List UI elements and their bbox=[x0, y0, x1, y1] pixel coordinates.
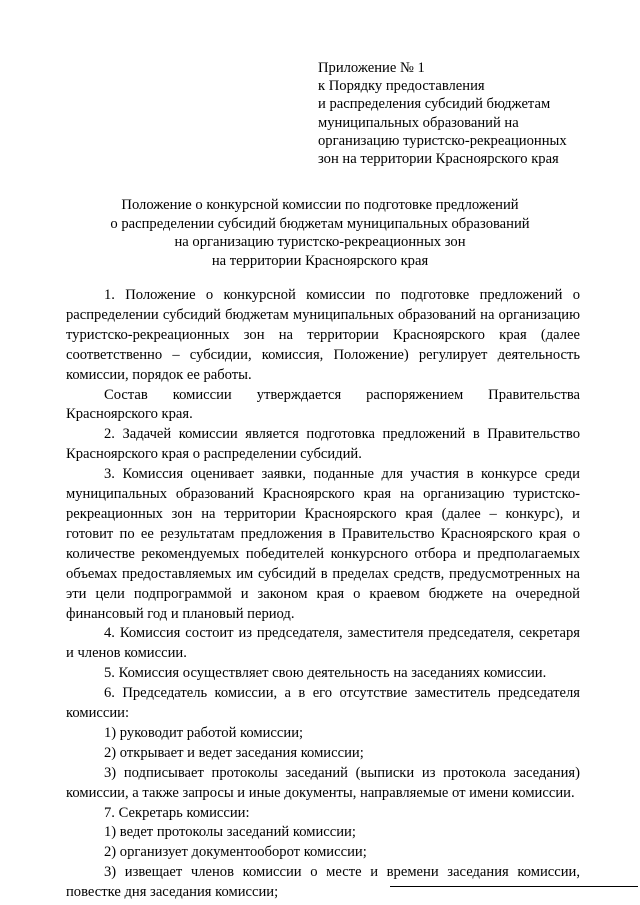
list-item: 3) подписывает протоколы заседаний (выписки из протокола заседания) комиссии, а также запросы и иные документы, направляемые от имени комиссии. bbox=[66, 764, 580, 801]
paragraph: 5. Комиссия осуществляет свою деятельность на заседаниях комиссии. bbox=[104, 665, 547, 682]
paragraph: 6. Председатель комиссии, а в его отсутствие заместитель председателя комиссии: bbox=[66, 685, 580, 722]
list-item: 3) извещает членов комиссии о месте и времени заседания комиссии, повестке дня заседания комиссии; bbox=[66, 864, 580, 901]
appendix-line: и распределения субсидий бюджетам bbox=[318, 96, 551, 113]
list-item: 2) организует документооборот комиссии; bbox=[104, 844, 367, 861]
paragraph: 4. Комиссия состоит из председателя, заместителя председателя, секретаря и членов комиссии. bbox=[66, 625, 580, 662]
document-title bbox=[60, 196, 580, 270]
appendix-header bbox=[318, 59, 618, 168]
list-item: 2) открывает и ведет заседания комиссии; bbox=[104, 744, 364, 761]
title-line: Положение о конкурсной комиссии по подготовке предложений bbox=[121, 197, 519, 213]
footer-divider bbox=[390, 886, 638, 887]
title-line: на территории Красноярского края bbox=[211, 252, 429, 269]
list-item: 1) ведет протоколы заседаний комиссии; bbox=[104, 824, 356, 841]
paragraph: Состав комиссии утверждается распоряжением Правительства Красноярского края. bbox=[66, 386, 580, 423]
paragraph: 7. Секретарь комиссии: bbox=[104, 804, 250, 821]
title-line: на организацию туристско-рекреационных зон bbox=[174, 234, 466, 250]
paragraph: 1. Положение о конкурсной комиссии по подготовке предложений о распределении субсидий бюджетам муниципальных образований на организацию туристско-рекреационных зон на территории Красноярского края (далее соответственно – субсидии, комиссия, Положение) регулирует деятельность комиссии, порядок ее работы. bbox=[66, 287, 580, 383]
appendix-line: муниципальных образований на bbox=[318, 114, 519, 131]
appendix-line: Приложение № 1 bbox=[318, 60, 425, 76]
appendix-line: к Порядку предоставления bbox=[318, 78, 485, 95]
document-body bbox=[66, 286, 580, 903]
paragraph: 3. Комиссия оценивает заявки, поданные для участия в конкурсе среди муниципальных образований Красноярского края на организацию туристско-рекреационных зон на территории Красноярского края (далее – конкурс), и готовит по ее результатам предложения в Правительство Красноярского края о количестве рекомендуемых победителей конкурсного отбора и предполагаемых объемах предоставляемых им субсидий в пределах средств, предусмотренных на эти цели подпрограммой и законом края о краевом бюджете на очередной финансовый год и плановый период. bbox=[66, 466, 580, 622]
list-item: 1) руководит работой комиссии; bbox=[104, 724, 304, 741]
title-line: о распределении субсидий бюджетам муниципальных образований bbox=[110, 215, 530, 232]
appendix-line: организацию туристско-рекреационных bbox=[318, 132, 567, 149]
appendix-line: зон на территории Красноярского края bbox=[318, 151, 559, 168]
paragraph: 2. Задачей комиссии является подготовка предложений в Правительство Красноярского края о распределении субсидий. bbox=[66, 426, 580, 463]
